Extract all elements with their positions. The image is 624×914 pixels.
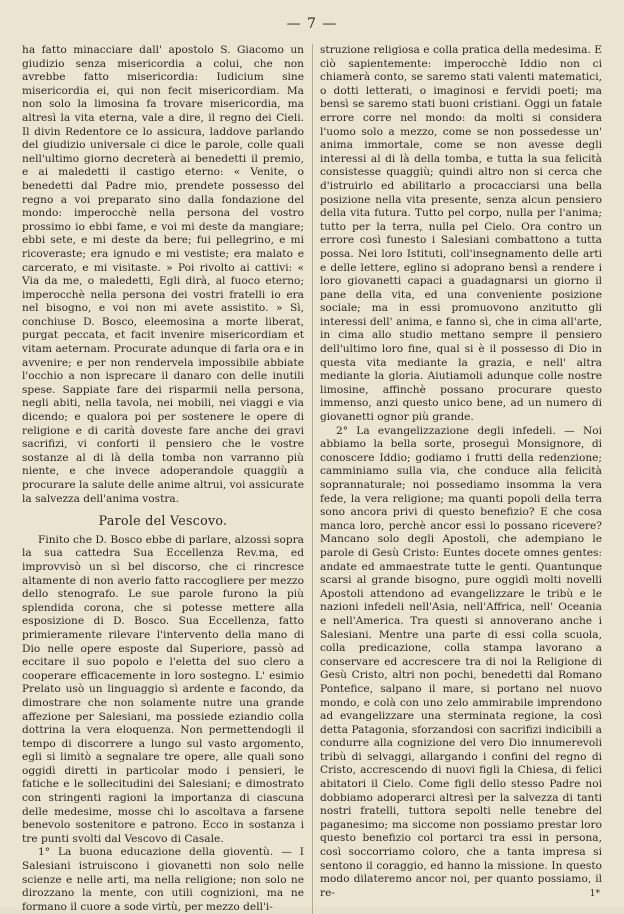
left-paragraph-3: 1° La buona educazione della gioventù. — I Salesiani istruiscono i giovanetti non solo nelle scienze e nelle arti, ma nella religione; non solo ne dirozzano la mente, con utili cognizioni, ma ne formano il cuore a sode virtù, per mezzo dell'i-: [22, 846, 304, 913]
footer-mark: 1*: [589, 889, 600, 899]
left-column: [22, 44, 304, 914]
left-paragraph-1: ha fatto minacciare dall' apostolo S. Giacomo un giudizio senza misericordia a colui, che non avrebbe fatto misericordia: Iudicium sine misericordia ei, qui non fecit misericordiam. Ma non solo la limosina fa trovare misericordia, ma altresì la vita eterna, vale a dire, il regno dei Cieli. Il divin Redentore ce lo assicura, laddove parlando del giudizio universale ci dice le parole, colle quali nell'ultimo giorno decreterà ai benedetti il premio, e ai maledetti il castigo eterno: « Venite, o benedetti dal Padre mio, prendete possesso del regno a voi preparato sino dalla fondazione del mondo: imperocchè nella persona del vostro prossimo io ebbi fame, e voi mi deste da mangiare; ebbi sete, e mi deste da bere; fui pellegrino, e mi ricoveraste; era ignudo e mi vestiste; era malato e carcerato, e mi visitaste. » Poi rivolto ai cattivi: « Via da me, o maledetti, Egli dirà, al fuoco eterno; imperocchè nella persona dei vostri fratelli io era nel bisogno, e voi non mi avete assistito. » Sì, conchiuse D. Bosco, eleemosina a morte liberat, purgat peccata, et facit invenire misericordiam et vitam aeternam. Procurate adunque di farla ora e in avvenire; e per non rendervela impossibile abbiate l'occhio a non isprecare il danaro con delle inutili spese. Sappiate fare dei risparmii nella persona, negli abiti, nella tavola, nei mobili, nei viaggi e via dicendo; e qualora poi per sostenere le opere di religione e di carità doveste fare anche dei gravi sacrifizi, vi conforti il pensiero che le vostre sostanze al di là della tomba non varranno più niente, e che invece adoperandole quaggiù a procurare la salute delle anime altrui, voi assicurate la salvezza dell'anima vostra.: [22, 44, 304, 505]
two-column-body: [22, 44, 602, 914]
left-paragraph-2: Finito che D. Bosco ebbe di parlare, alzossi sopra la sua cattedra Sua Eccellenza Rev.ma, ed improvvisò un sì bel discorso, che ci rincresce altamente di non averlo fatto raccogliere per mezzo dello stenografo. Le sue parole furono la più splendida corona, che si potesse mettere alla esposizione di D. Bosco. Sua Eccellenza, fatto primieramente rilevare l'intervento della mano di Dio nelle opere esposte dal Superiore, passò ad eccitare il suo popolo e l'eletta del suo clero a cooperare efficacemente in loro sostegno. L' esimio Prelato usò un linguaggio sì ardente e facondo, da dimostrare che non solamente nutre una grande affezione per Salesiani, ma possiede eziandio colla dottrina la vera eloquenza. Non permettendogli il tempo di discorrere a lungo sul vasto argomento, egli si limitò a segnalare tre opere, alle quali sono oggidì diretti in particolar modo i pensieri, le fatiche e le sollecitudini dei Salesiani; e dimostrato con stringenti ragioni la importanza di ciascuna delle medesime, mosse chi lo ascoltava a farsene benevolo sostenitore e patrono. Ecco in sostanza i tre punti svolti dal Vescovo di Casale.: [22, 533, 304, 845]
column-divider: [312, 44, 313, 914]
right-paragraph-1: struzione religiosa e colla pratica della medesima. E ciò sapientemente: imperocchè Iddio non ci chiamerà conto, se saremo stati valenti matematici, o dotti letterati, o imaginosi e fervidi poeti; ma bensì se saremo stati buoni cristiani. Oggi un fatale errore corre nel mondo: da molti si considera l'uomo solo a mezzo, come se non possedesse un' anima immortale, come se non avesse degli interessi al di là della tomba, e tutta la sua felicità consistesse quaggiù; quindi altro non si cerca che d'istruirlo ed abilitarlo a procacciarsi una bella posizione nella vita presente, senza alcun pensiero della vita futura. Tutto pel corpo, nulla per l'anima; tutto per la terra, nulla pel Cielo. Ora contro un errore così funesto i Salesiani combattono a tutta possa. Nei loro Istituti, coll'insegnamento delle arti e delle lettere, eglino si adoprano bensì a rendere i loro giovanetti capaci a guadagnarsi un giorno il pane della vita, ed una conveniente posizione sociale; ma in essi promuovono anzitutto gli interessi dell' anima, e fanno sì, che in cima all'arte, in cima allo studio mettano sempre il pensiero dell'ultimo loro fine, qual si è il possesso di Dio in questa vita mediante la grazia, e nell' altra mediante la gloria. Aiutiamoli adunque colle nostre limosine, affinchè possano procurare questo immenso, anzi questo unico bene, ad un numero di giovanetti ognor più grande.: [320, 44, 602, 424]
right-paragraph-2: 2° La evangelizzazione degli infedeli. — Noi abbiamo la bella sorte, proseguì Monsignore, di conoscere Iddio; godiamo i frutti della redenzione; camminiamo sulla via, che conduce alla felicità soprannaturale; noi possediamo insomma la vera fede, la vera religione; ma quanti popoli della terra sono ancora privi di questo benefizio? E che cosa manca loro, perchè ancor essi lo possano ricevere? Mancano solo degli Apostoli, che adempiano le parole di Gesù Cristo: Euntes docete omnes gentes: andate ed ammaestrate tutte le genti. Quantunque scarsi al grande bisogno, pure oggidì molti novelli Apostoli attendono ad evangelizzare le tribù e le nazioni infedeli nell'Asia, nell'Affrica, nell' Oceania e nell'America. Tra questi si annoverano anche i Salesiani. Mentre una parte di essi colla scuola, colla predicazione, colla stampa lavorano a conservare ed accrescere tra di noi la Religione di Gesù Cristo, altri non pochi, benedetti dal Romano Pontefice, salpano il mare, si portano nel nuovo mondo, e colà con uno zelo ammirabile imprendono ad evangelizzare una sterminata regione, la così detta Patagonia, sforzandosi con sacrifizi indicibili a condurre alla cognizione del vero Dio innumerevoli tribù di selvaggi, allargando i confini del regno di Cristo, accrescendo di nuovi figli la Chiesa, di felici abitatori il Cielo. Come figli dello stesso Padre noi dobbiamo adoperarci altresì per la salvezza di tanti nostri fratelli, tuttora sepolti nelle tenebre del paganesimo; ma siccome non possiamo prestar loro questo benefizio col portarci tra essi in persona, così soccorriamo coloro, che a tanta impresa si sentono il coraggio, ed hanno la missione. In questo modo dilateremo ancor noi, per quanto possiamo, il re-: [320, 424, 602, 899]
right-column: [320, 44, 602, 914]
page-number: — 7 —: [286, 16, 338, 32]
section-heading: Parole del Vescovo.: [98, 513, 228, 529]
